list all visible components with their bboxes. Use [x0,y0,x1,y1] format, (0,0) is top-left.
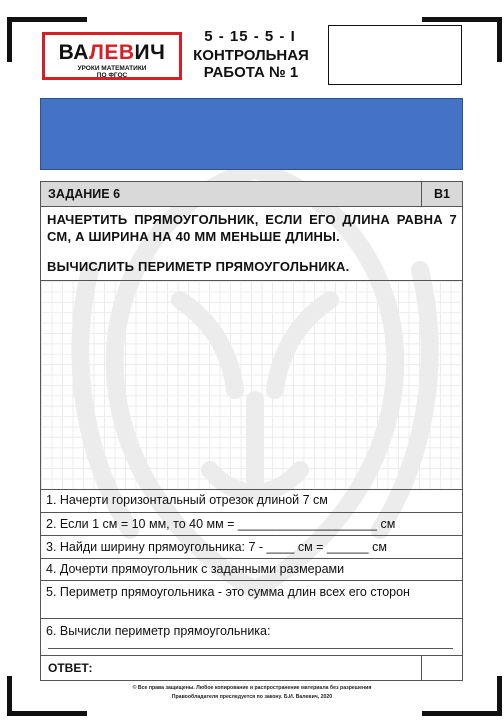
task-level-badge: В1 [434,187,450,201]
step-2: 2. Если 1 см = 10 мм, то 40 мм = ____________________ см [46,517,396,531]
step-divider [40,558,463,559]
blue-banner [40,98,463,170]
step-1: 1. Начерти горизонтальный отрезок длиной 7 см [46,493,328,507]
grid-bottom-border [40,489,463,490]
step-divider [40,580,463,581]
drawing-grid[interactable] [41,281,462,489]
task-question: ВЫЧИСЛИТЬ ПЕРИМЕТР ПРЯМОУГОЛЬНИКА. [47,259,350,274]
page-title: КОНТРОЛЬНАЯ РАБОТА № 1 [193,47,309,81]
step-4: 4. Дочерти прямоугольник с заданными размерами [46,562,345,576]
step-5: 5. Периметр прямоугольника - это сумма длин всех его сторон [46,585,410,599]
student-name-box[interactable] [328,25,462,85]
step-divider [40,655,463,656]
task-label: ЗАДАНИЕ 6 [48,187,121,201]
logo-subtitle: УРОКИ МАТЕМАТИКИ [77,65,147,72]
answer-label: ОТВЕТ: [48,661,93,675]
step-3: 3. Найди ширину прямоугольника: 7 - ____ см = ______ см [46,540,387,554]
step-6: 6. Вычисли периметр прямоугольника: [46,624,271,638]
copyright-footer-2: Правообладателя преследуется по закону. Б.И. Валевич, 2020 [171,694,333,700]
step-divider [40,512,463,513]
perimeter-answer-line[interactable] [48,648,453,649]
task-statement: НАЧЕРТИТЬ ПРЯМОУГОЛЬНИК, ЕСЛИ ЕГО ДЛИНА РАВНА 7 СМ, А ШИРИНА НА 40 ММ МЕНЬШЕ ДЛИНЫ. [47,212,457,244]
logo-wordmark: ВАЛЕВИЧ [58,41,166,64]
step-divider [40,535,463,536]
step-divider [40,618,463,619]
answer-divider [421,655,422,681]
copyright-footer: © Все права защищены. Любое копирование и распространение материала без разрешения [132,685,372,691]
logo-subtitle-2: ПО ФГОС [96,72,128,79]
valevich-logo [42,32,182,80]
worksheet-code: 5 - 15 - 5 - I [204,28,296,45]
